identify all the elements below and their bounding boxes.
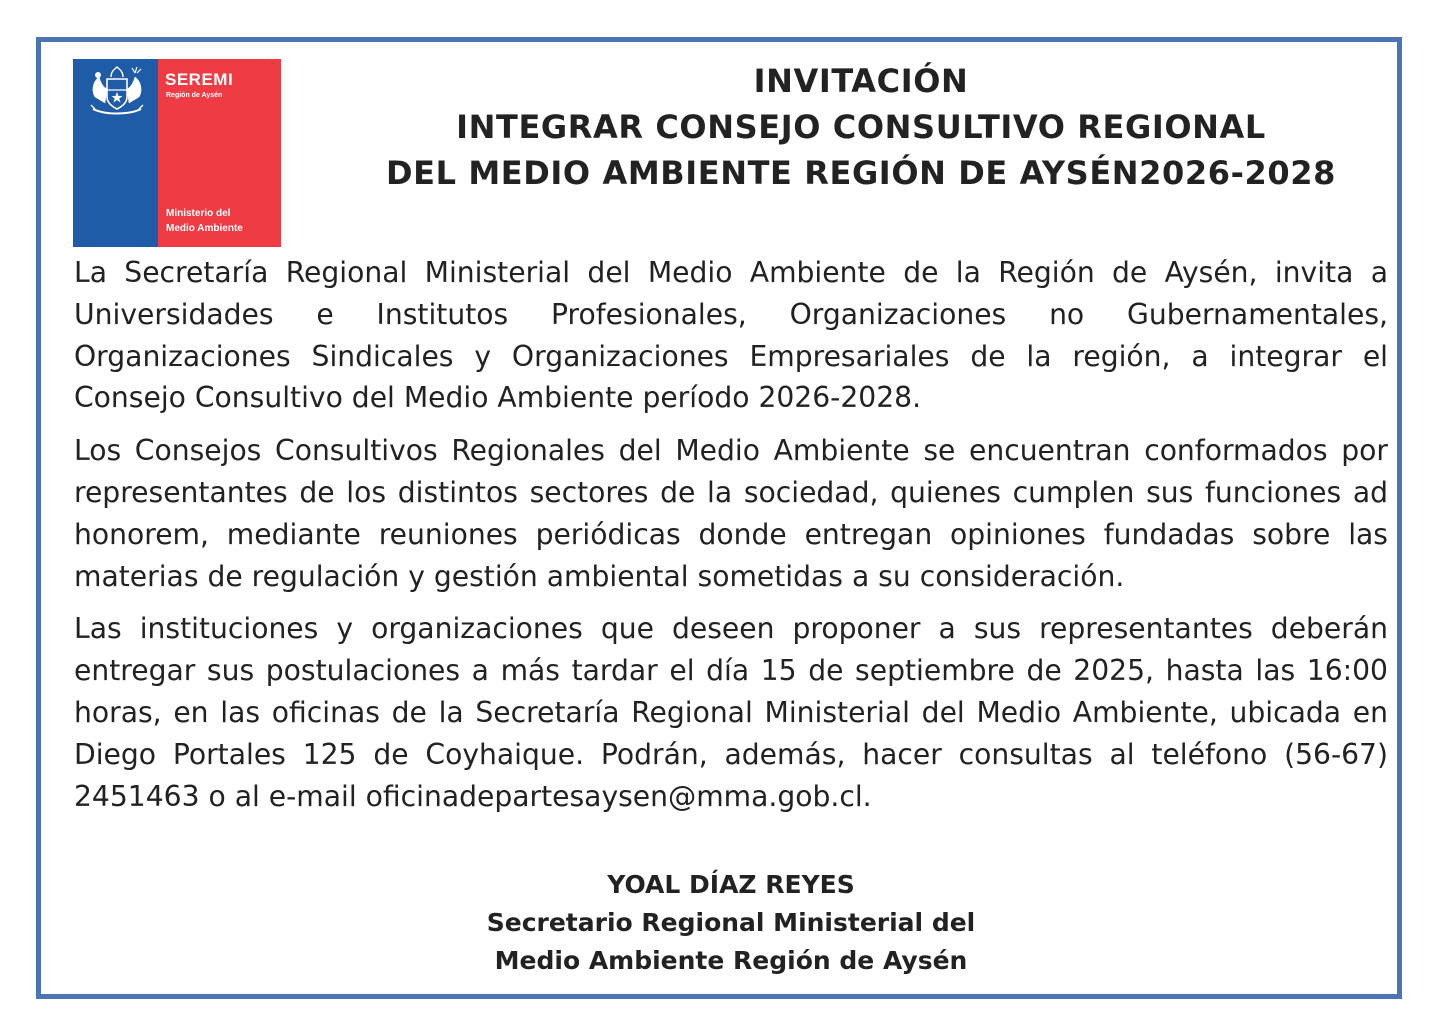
signatory-role-line1: Secretario Regional Ministerial del (486, 908, 976, 937)
title-line-3: DEL MEDIO AMBIENTE REGIÓN DE AYSÉN2026-2028 (386, 154, 1336, 192)
title-line-2: INTEGRAR CONSEJO CONSULTIVO REGIONAL (456, 108, 1266, 146)
paragraph-submission-details: Las instituciones y organizaciones que deseen proponer a sus representantes deberán entregar sus postulaciones a más tardar el día 15 de septiembre de 2025, hasta las 16:00 horas, en las oficinas de la Secretaría Regional Ministerial del Medio Ambiente, ubicada en Diego Portales 125 de Coyhaique. Podrán, además, hacer consultas al teléfono (56-67) 2451463 o al e-mail oficinadepartesaysen@mma.gob.cl. (74, 612, 1388, 813)
invitation-title (341, 58, 1381, 196)
logo-red-panel (158, 59, 281, 247)
paragraph-invitation: La Secretaría Regional Ministerial del Medio Ambiente de la Región de Aysén, invita a Universidades e Institutos Profesionales, Organizaciones no Gubernamentales, Organizaciones Sindicales y Organizaciones Empresariales de la región, a integrar el Consejo Consultivo del Medio Ambiente período 2026-2028. (74, 256, 1388, 415)
logo-ministry (166, 206, 243, 236)
chile-coat-of-arms-icon (85, 63, 149, 117)
signatory-name: YOAL DÍAZ REYES (607, 870, 855, 899)
logo-ministry-line1: Ministerio del (166, 208, 231, 219)
logo-region: Región de Aysén (166, 92, 223, 99)
logo-blue-panel (73, 59, 158, 247)
signatory-role-line2: Medio Ambiente Región de Aysén (494, 946, 968, 975)
signature-block (341, 866, 1121, 980)
invitation-body (74, 252, 1388, 828)
logo-brand: SEREMI (165, 70, 234, 89)
title-line-1: INVITACIÓN (753, 62, 969, 100)
paragraph-council-description: Los Consejos Consultivos Regionales del Medio Ambiente se encuentran conformados por representantes de los distintos sectores de la sociedad, quienes cumplen sus funciones ad honorem, mediante reuniones periódicas donde entregan opiniones fundadas sobre las materias de regulación y gestión ambiental sometidas a su consideración. (74, 434, 1388, 593)
seremi-logo (73, 59, 281, 247)
logo-ministry-line2: Medio Ambiente (166, 223, 243, 234)
invitation-frame (36, 37, 1402, 999)
